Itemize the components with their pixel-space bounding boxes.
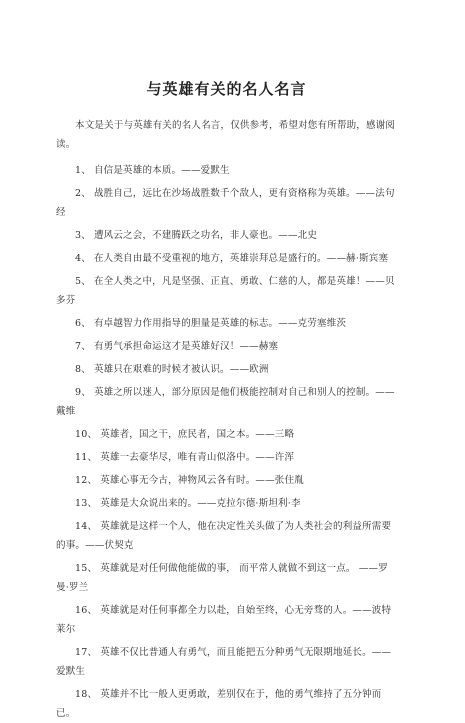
quote-number: 6、 [75, 318, 91, 329]
quote-text: 英雄就是这样一个人，他在决定性关头做了为人类社会的利益所需要的事。——伏契克 [56, 521, 392, 551]
quote-number: 4、 [75, 253, 91, 264]
quote-text: 英雄就是对任何事都全力以赴，自始至终，心无旁骛的人。——波特莱尔 [56, 605, 392, 635]
quote-item [56, 471, 397, 490]
quote-item [56, 184, 397, 222]
quote-number: 10、 [75, 429, 98, 440]
quote-text: 在全人类之中，凡是坚强、正直、勇敢、仁慈的人，都是英雄！——贝多芬 [56, 276, 395, 306]
quote-number: 11、 [75, 452, 98, 463]
quote-item [56, 448, 397, 467]
quote-number: 7、 [75, 341, 91, 352]
quote-number: 3、 [75, 230, 91, 241]
quote-text: 英雄不仅比普通人有勇气，而且能把五分种勇气无限期地延长。——爱默生 [56, 647, 392, 677]
quote-item [56, 559, 397, 597]
quote-number: 12、 [75, 475, 98, 486]
quote-item [56, 161, 397, 180]
quote-number: 18、 [75, 689, 98, 700]
quote-item [56, 383, 397, 421]
quote-text: 英雄并不比一般人更勇敢，差别仅在于，他的勇气维持了五分钟而已。 [56, 689, 382, 719]
quote-text: 自信是英雄的本质。——爱默生 [93, 165, 230, 176]
quote-text: 遭风云之会，不建腾跃之功名，非人豪也。——北史 [93, 230, 318, 241]
quote-item [56, 337, 397, 356]
quote-number: 13、 [75, 498, 98, 509]
quote-number: 8、 [75, 364, 91, 375]
quote-text: 英雄者，国之干，庶民者，国之本。——三略 [100, 429, 295, 440]
quote-item [56, 249, 397, 268]
quote-text: 有勇气承担命运这才是英雄好汉！——赫塞 [93, 341, 279, 352]
quote-number: 17、 [75, 647, 98, 658]
quote-item [56, 314, 397, 333]
quote-item [56, 360, 397, 379]
quote-item [56, 425, 397, 444]
quote-number: 14、 [75, 521, 98, 532]
quote-text: 英雄只在艰难的时候才被认识。——欧洲 [93, 364, 269, 375]
quote-number: 2、 [75, 188, 91, 199]
quote-item [56, 494, 397, 513]
quote-number: 9、 [75, 387, 91, 398]
quote-item [56, 601, 397, 639]
quote-text: 英雄就是对任何做他能做的事， 而平常人就做不到这一点。 ——罗曼·罗兰 [56, 563, 388, 593]
quote-number: 5、 [75, 276, 91, 287]
quote-number: 16、 [75, 605, 98, 616]
quote-text: 在人类自由最不受重视的地方，英雄崇拜总是盛行的。——赫·斯宾塞 [93, 253, 389, 264]
quote-item [56, 685, 397, 723]
intro-paragraph: 本文是关于与英雄有关的名人名言，仅供参考，希望对您有所帮助，感谢阅读。 [56, 120, 396, 150]
quote-item [56, 643, 397, 681]
quote-text: 英雄一去豪华尽，唯有青山似洛中。——许浑 [100, 452, 295, 463]
quote-text: 有卓越智力作用指导的胆量是英雄的标志。——克劳塞维茨 [93, 318, 347, 329]
quote-text: 英雄是大众说出来的。——克拉尔德·斯坦利·李 [100, 498, 301, 509]
quote-text: 英雄之所以迷人，部分原因是他们极能控制对自己和别人的控制。——戴维 [56, 387, 395, 417]
quote-item [56, 517, 397, 555]
quote-item [56, 226, 397, 245]
document-title: 与英雄有关的名人名言 [146, 80, 307, 98]
quote-number: 1、 [75, 165, 91, 176]
quote-number: 15、 [75, 563, 98, 574]
quote-text: 英雄心事无今古，神物风云各有时。——张住胤 [100, 475, 304, 486]
quote-item [56, 272, 397, 310]
quote-text: 战胜自己，远比在沙场战胜数千个敌人，更有资格称为英雄。——法句经 [56, 188, 395, 218]
quote-list [56, 161, 397, 723]
